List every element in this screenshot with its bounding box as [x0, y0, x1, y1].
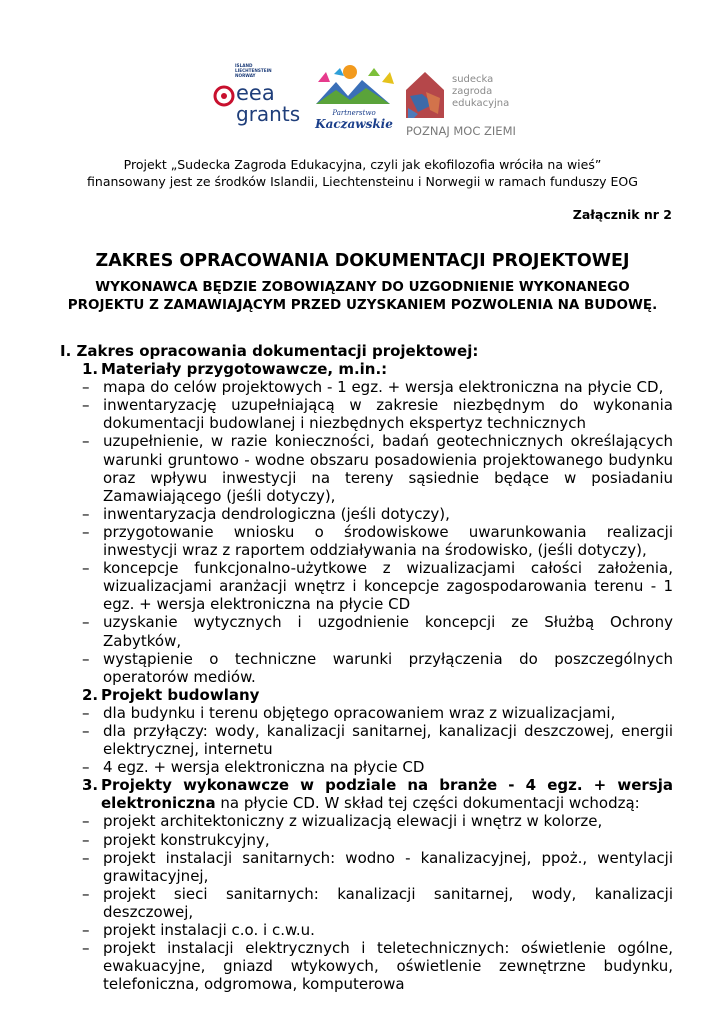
list-item: – projekt sieci sanitarnych: kanalizacji sanitarnej, wody, kanalizacji deszczowej,: [82, 884, 673, 921]
eea-grants-logo: [212, 60, 300, 126]
document-body: [60, 342, 673, 993]
list-item: – inwentaryzację uzupełniającą w zakresie niezbędnym do wykonania dokumentacji budowlanej i niezbędnych ekspertyz technicznych: [82, 396, 673, 433]
subsection-label: Materiały przygotowawcze, m.in.:: [101, 360, 388, 379]
dash-bullet: –: [82, 613, 90, 632]
dash-bullet: –: [82, 432, 90, 451]
list-item: – projekt instalacji sanitarnych: wodno - kanalizacyjnej, ppoż., wentylacji grawitacyjnej,: [82, 848, 673, 885]
subsection-label: Projekt budowlany: [101, 685, 260, 704]
eea-small-2: LIECHTENSTEIN: [235, 68, 272, 73]
list-item: – projekt konstrukcyjny,: [82, 830, 270, 849]
eea-word: eea: [236, 81, 275, 105]
list-item: – uzyskanie wytycznych i uzgodnienie koncepcji ze Służbą Ochrony Zabytków,: [82, 613, 673, 650]
dash-bullet: –: [82, 830, 90, 849]
sudecka-line2: zagroda: [452, 86, 493, 97]
kacz-line1: Partnerstwo: [332, 109, 376, 117]
list-item: – projekt instalacji c.o. i c.w.u.: [82, 921, 315, 939]
subsection-2-list: [60, 704, 673, 776]
list-item: – wystąpienie o techniczne warunki przyłączenia do poszczególnych operatorów mediów.: [82, 649, 673, 686]
sudecka-zagroda-logo: [404, 68, 534, 144]
dash-bullet: –: [82, 522, 90, 541]
list-item: – dla przyłączy: wody, kanalizacji sanitarnej, kanalizacji deszczowej, energii elektrycznej, internetu: [82, 721, 673, 759]
list-item: – projekt architektoniczny z wizualizacją elewacji i wnętrz w kolorze,: [82, 812, 603, 831]
subsection-label-bold: Projekty wykonawcze w podziale na branże - 4 egz. + wersja elektroniczna: [101, 776, 673, 813]
dash-bullet: –: [82, 721, 90, 740]
list-item: – uzupełnienie, w razie konieczności, badań geotechnicznych określających warunki gruntowo - wodne obszaru posadowienia projektowanego budynku oraz wpływu inwestycji na tereny sąsiednie będące w posiadaniu Zamawiającego (jeśli dotyczy),: [82, 432, 673, 505]
list-item: – inwentaryzacja dendrologiczna (jeśli dotyczy),: [82, 504, 450, 523]
eea-small-1: ISLAND: [235, 63, 253, 68]
eea-small-3: NORWAY: [235, 73, 256, 78]
dash-bullet: –: [82, 703, 90, 722]
subsection-3-list: [60, 812, 673, 993]
attachment-label: Załącznik nr 2: [572, 207, 672, 222]
logo-bar: [0, 60, 725, 142]
dash-bullet: –: [82, 649, 90, 668]
section-heading: I. Zakres opracowania dokumentacji projektowej:: [60, 342, 479, 360]
subsection-number: 2.: [82, 685, 99, 704]
project-info: [0, 156, 725, 190]
project-line-2: finansowany jest ze środków Islandii, Liechtensteinu i Norwegii w ramach funduszy EOG: [87, 174, 638, 189]
project-line-1: Projekt „Sudecka Zagroda Edukacyjna, czyli jak ekofilozofia wróciła na wieś”: [123, 157, 602, 172]
dash-bullet: –: [82, 559, 90, 578]
kacz-line2: Kaczawskie: [315, 117, 393, 131]
dash-bullet: –: [82, 939, 90, 958]
list-item: – projekt instalacji elektrycznych i teletechnicznych: oświetlenie ogólne, ewakuacyjne, gniazd wtykowych, oświetlenie zewnętrzne budynku, telefoniczna, odgromowa, komputerowa: [82, 939, 673, 994]
dash-bullet: –: [82, 378, 90, 397]
sudecka-line3: edukacyjna: [452, 98, 510, 109]
dash-bullet: –: [82, 884, 90, 903]
subsection-number: 1.: [82, 360, 99, 379]
subtitle-line-2: PROJEKTU Z ZAMAWIAJĄCYM PRZED UZYSKANIEM POZWOLENIA NA BUDOWĘ.: [67, 297, 658, 313]
dash-bullet: –: [82, 848, 90, 867]
subsection-number: 3.: [82, 776, 99, 795]
document-title: ZAKRES OPRACOWANIA DOKUMENTACJI PROJEKTOWEJ: [95, 251, 630, 271]
list-item: – przygotowanie wniosku o środowiskowe uwarunkowania realizacji inwestycji wraz z raportem oddziaływania na środowisko, (jeśli dotyczy),: [82, 522, 673, 560]
subsection-label-rest: na płycie CD. W skład tej części dokumentacji wchodzą:: [215, 794, 640, 813]
subsection-1-heading: [82, 360, 673, 378]
list-item: – 4 egz. + wersja elektroniczna na płycie CD: [82, 758, 425, 777]
document-subtitle: [0, 278, 725, 314]
dash-bullet: –: [82, 758, 90, 777]
sudecka-line1: sudecka: [452, 74, 494, 85]
subsection-1-list: [60, 378, 673, 686]
dash-bullet: –: [82, 812, 90, 831]
subsection-2-heading: [82, 686, 673, 704]
subtitle-line-1: WYKONAWCA BĘDZIE ZOBOWIĄZANY DO UZGODNIENIE WYKONANEGO: [95, 279, 630, 295]
list-item: – koncepcje funkcjonalno-użytkowe z wizualizacjami całości założenia, wizualizacjami aranżacji wnętrz i koncepcje zagospodarowania terenu - 1 egz. + wersja elektroniczna na płycie CD: [82, 559, 673, 614]
dash-bullet: –: [82, 504, 90, 523]
dash-bullet: –: [82, 396, 90, 415]
list-item: – dla budynku i terenu objętego opracowaniem wraz z wizualizacjami,: [82, 703, 616, 722]
subsection-3-heading: [82, 776, 673, 812]
partnerstwo-kaczawskie-logo: [310, 62, 400, 134]
dash-bullet: –: [82, 921, 90, 939]
grants-word: grants: [236, 102, 300, 126]
sudecka-tagline: POZNAJ MOC ZIEMI: [406, 124, 516, 138]
list-item: – mapa do celów projektowych - 1 egz. + wersja elektroniczna na płycie CD,: [82, 378, 664, 397]
